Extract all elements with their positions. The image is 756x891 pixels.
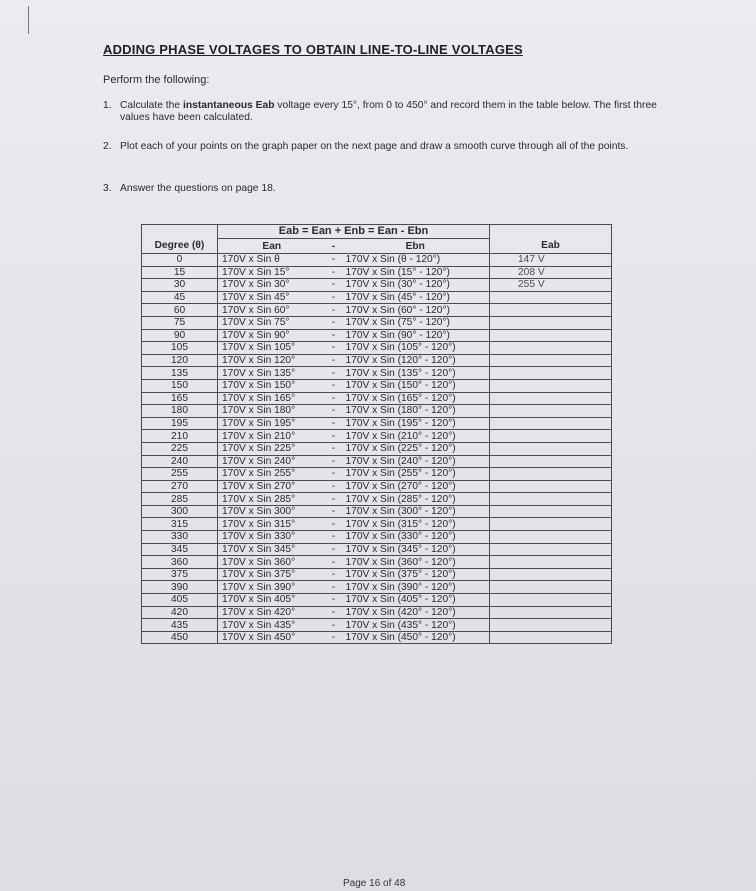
- table-row: [142, 631, 612, 644]
- degree-cell: 435: [142, 619, 218, 632]
- instruction-2: [103, 141, 663, 153]
- ebn-cell: 170V x Sin (225° - 120°): [342, 442, 490, 455]
- ean-cell: 170V x Sin θ: [218, 254, 326, 267]
- ean-cell: 170V x Sin 150°: [218, 379, 326, 392]
- degree-cell: 345: [142, 543, 218, 556]
- degree-cell: 30: [142, 279, 218, 292]
- separator-cell: -: [326, 455, 342, 468]
- table-row: [142, 316, 612, 329]
- ebn-cell: 170V x Sin (210° - 120°): [342, 430, 490, 443]
- ebn-cell: 170V x Sin (15° - 120°): [342, 266, 490, 279]
- degree-cell: 120: [142, 354, 218, 367]
- ebn-cell: 170V x Sin (435° - 120°): [342, 619, 490, 632]
- ean-cell: 170V x Sin 360°: [218, 556, 326, 569]
- ebn-cell: 170V x Sin (60° - 120°): [342, 304, 490, 317]
- table-row: [142, 329, 612, 342]
- separator-cell: -: [326, 417, 342, 430]
- ebn-cell: 170V x Sin (90° - 120°): [342, 329, 490, 342]
- degree-cell: 75: [142, 316, 218, 329]
- table-row: [142, 279, 612, 292]
- degree-cell: 165: [142, 392, 218, 405]
- table-row: [142, 392, 612, 405]
- separator-cell: -: [326, 329, 342, 342]
- separator-cell: -: [326, 543, 342, 556]
- eab-cell: [490, 480, 612, 493]
- eab-cell: [490, 505, 612, 518]
- table-row: [142, 417, 612, 430]
- ean-cell: 170V x Sin 390°: [218, 581, 326, 594]
- ean-cell: 170V x Sin 165°: [218, 392, 326, 405]
- ebn-cell: 170V x Sin (105° - 120°): [342, 342, 490, 355]
- instruction-body: Answer the questions on page 18.: [120, 183, 276, 194]
- eab-cell: [490, 619, 612, 632]
- degree-cell: 375: [142, 568, 218, 581]
- ean-cell: 170V x Sin 90°: [218, 329, 326, 342]
- ean-cell: 170V x Sin 315°: [218, 518, 326, 531]
- ean-cell: 170V x Sin 180°: [218, 405, 326, 418]
- table-row: [142, 556, 612, 569]
- ebn-cell: 170V x Sin (150° - 120°): [342, 379, 490, 392]
- separator-cell: -: [326, 619, 342, 632]
- separator-cell: -: [326, 266, 342, 279]
- ebn-cell: 170V x Sin (285° - 120°): [342, 493, 490, 506]
- ean-cell: 170V x Sin 210°: [218, 430, 326, 443]
- table-row: [142, 379, 612, 392]
- ean-cell: 170V x Sin 75°: [218, 316, 326, 329]
- separator-cell: -: [326, 405, 342, 418]
- degree-cell: 285: [142, 493, 218, 506]
- ean-cell: 170V x Sin 45°: [218, 291, 326, 304]
- eab-cell: [490, 342, 612, 355]
- degree-cell: 15: [142, 266, 218, 279]
- degree-cell: 405: [142, 594, 218, 607]
- column-header-eab: Eab: [490, 239, 612, 254]
- separator-cell: -: [326, 518, 342, 531]
- ean-cell: 170V x Sin 255°: [218, 468, 326, 481]
- column-header-ean: Ean: [218, 239, 326, 254]
- degree-cell: 300: [142, 505, 218, 518]
- ebn-cell: 170V x Sin (300° - 120°): [342, 505, 490, 518]
- degree-cell: 45: [142, 291, 218, 304]
- table-row: [142, 468, 612, 481]
- table-row: [142, 442, 612, 455]
- ebn-cell: 170V x Sin (165° - 120°): [342, 392, 490, 405]
- eab-cell: [490, 392, 612, 405]
- table-row: [142, 619, 612, 632]
- eab-cell: [490, 581, 612, 594]
- table-body: [142, 254, 612, 644]
- ean-cell: 170V x Sin 195°: [218, 417, 326, 430]
- eab-cell: [490, 543, 612, 556]
- degree-cell: 330: [142, 531, 218, 544]
- instruction-body: Calculate the instantaneous Eab voltage every 15°, from 0 to 450° and record them in the table below. The first three values have been calculated.: [120, 100, 657, 123]
- ean-cell: 170V x Sin 450°: [218, 631, 326, 644]
- table-row: [142, 354, 612, 367]
- degree-cell: 315: [142, 518, 218, 531]
- degree-cell: 255: [142, 468, 218, 481]
- table-row: [142, 543, 612, 556]
- separator-cell: -: [326, 367, 342, 380]
- ebn-cell: 170V x Sin (θ - 120°): [342, 254, 490, 267]
- ebn-cell: 170V x Sin (360° - 120°): [342, 556, 490, 569]
- degree-cell: 195: [142, 417, 218, 430]
- table-title: Eab = Ean + Enb = Ean - Ebn: [218, 225, 490, 239]
- degree-cell: 180: [142, 405, 218, 418]
- ebn-cell: 170V x Sin (255° - 120°): [342, 468, 490, 481]
- separator-cell: -: [326, 379, 342, 392]
- ebn-cell: 170V x Sin (120° - 120°): [342, 354, 490, 367]
- separator-cell: -: [326, 254, 342, 267]
- ean-cell: 170V x Sin 420°: [218, 606, 326, 619]
- table-row: [142, 493, 612, 506]
- separator-cell: -: [326, 556, 342, 569]
- eab-cell: 147 V: [490, 254, 612, 267]
- instruction-number: 2.: [103, 141, 112, 152]
- ean-cell: 170V x Sin 120°: [218, 354, 326, 367]
- table-row: [142, 430, 612, 443]
- ean-cell: 170V x Sin 285°: [218, 493, 326, 506]
- ean-cell: 170V x Sin 405°: [218, 594, 326, 607]
- table-row: [142, 455, 612, 468]
- eab-cell: [490, 518, 612, 531]
- separator-cell: -: [326, 594, 342, 607]
- ean-cell: 170V x Sin 240°: [218, 455, 326, 468]
- eab-cell: [490, 291, 612, 304]
- instruction-number: 1.: [103, 100, 112, 111]
- ean-cell: 170V x Sin 270°: [218, 480, 326, 493]
- eab-cell: [490, 304, 612, 317]
- ebn-cell: 170V x Sin (30° - 120°): [342, 279, 490, 292]
- degree-cell: 420: [142, 606, 218, 619]
- separator-cell: -: [326, 581, 342, 594]
- table-row: [142, 581, 612, 594]
- eab-cell: [490, 417, 612, 430]
- table-row: [142, 342, 612, 355]
- separator-cell: -: [326, 354, 342, 367]
- column-header-degree: Degree (θ): [142, 239, 218, 254]
- ebn-cell: 170V x Sin (75° - 120°): [342, 316, 490, 329]
- eab-cell: [490, 531, 612, 544]
- instruction-1: [103, 100, 663, 124]
- table-row: [142, 266, 612, 279]
- separator-cell: -: [326, 631, 342, 644]
- ebn-cell: 170V x Sin (450° - 120°): [342, 631, 490, 644]
- eab-cell: [490, 316, 612, 329]
- separator-cell: -: [326, 568, 342, 581]
- eab-cell: [490, 455, 612, 468]
- table-row: [142, 606, 612, 619]
- separator-cell: -: [326, 430, 342, 443]
- eab-cell: [490, 606, 612, 619]
- ean-cell: 170V x Sin 330°: [218, 531, 326, 544]
- ean-cell: 170V x Sin 105°: [218, 342, 326, 355]
- separator-cell: -: [326, 531, 342, 544]
- ean-cell: 170V x Sin 435°: [218, 619, 326, 632]
- table-row: [142, 505, 612, 518]
- separator-cell: -: [326, 468, 342, 481]
- degree-cell: 360: [142, 556, 218, 569]
- page-heading: ADDING PHASE VOLTAGES TO OBTAIN LINE-TO-LINE VOLTAGES: [103, 42, 523, 57]
- table-row: [142, 304, 612, 317]
- table-row: [142, 367, 612, 380]
- ebn-cell: 170V x Sin (195° - 120°): [342, 417, 490, 430]
- separator-cell: -: [326, 493, 342, 506]
- ebn-cell: 170V x Sin (390° - 120°): [342, 581, 490, 594]
- table-row: [142, 594, 612, 607]
- degree-cell: 60: [142, 304, 218, 317]
- degree-cell: 150: [142, 379, 218, 392]
- instruction-number: 3.: [103, 183, 112, 194]
- ean-cell: 170V x Sin 15°: [218, 266, 326, 279]
- ean-cell: 170V x Sin 300°: [218, 505, 326, 518]
- page-footer: Page 16 of 48: [343, 878, 406, 889]
- table-row: [142, 568, 612, 581]
- degree-cell: 105: [142, 342, 218, 355]
- instruction-bold-term: instantaneous Eab: [182, 100, 275, 111]
- ebn-cell: 170V x Sin (180° - 120°): [342, 405, 490, 418]
- ebn-cell: 170V x Sin (45° - 120°): [342, 291, 490, 304]
- voltage-table: [141, 224, 612, 644]
- eab-cell: [490, 493, 612, 506]
- ebn-cell: 170V x Sin (270° - 120°): [342, 480, 490, 493]
- degree-cell: 450: [142, 631, 218, 644]
- separator-cell: -: [326, 291, 342, 304]
- table-row: [142, 518, 612, 531]
- degree-cell: 135: [142, 367, 218, 380]
- table-row: [142, 405, 612, 418]
- separator-cell: -: [326, 304, 342, 317]
- table-row: [142, 254, 612, 267]
- eab-cell: [490, 468, 612, 481]
- column-header-ebn: Ebn: [342, 239, 490, 254]
- degree-cell: 0: [142, 254, 218, 267]
- ebn-cell: 170V x Sin (330° - 120°): [342, 531, 490, 544]
- separator-cell: -: [326, 342, 342, 355]
- separator-cell: -: [326, 606, 342, 619]
- instruction-body: Plot each of your points on the graph paper on the next page and draw a smooth curve through all of the points.: [120, 141, 629, 152]
- eab-cell: [490, 430, 612, 443]
- degree-cell: 210: [142, 430, 218, 443]
- intro-text: Perform the following:: [103, 74, 210, 86]
- eab-cell: [490, 442, 612, 455]
- separator-cell: -: [326, 392, 342, 405]
- eab-cell: 208 V: [490, 266, 612, 279]
- separator-cell: -: [326, 442, 342, 455]
- ean-cell: 170V x Sin 30°: [218, 279, 326, 292]
- ean-cell: 170V x Sin 60°: [218, 304, 326, 317]
- table-row: [142, 480, 612, 493]
- margin-mark: [28, 6, 29, 34]
- degree-cell: 390: [142, 581, 218, 594]
- eab-cell: [490, 354, 612, 367]
- ebn-cell: 170V x Sin (375° - 120°): [342, 568, 490, 581]
- eab-cell: [490, 594, 612, 607]
- ean-cell: 170V x Sin 345°: [218, 543, 326, 556]
- degree-cell: 270: [142, 480, 218, 493]
- eab-cell: [490, 405, 612, 418]
- eab-cell: [490, 568, 612, 581]
- eab-cell: 255 V: [490, 279, 612, 292]
- ebn-cell: 170V x Sin (420° - 120°): [342, 606, 490, 619]
- ean-cell: 170V x Sin 135°: [218, 367, 326, 380]
- column-header-sep: -: [326, 239, 342, 254]
- table-row: [142, 531, 612, 544]
- ebn-cell: 170V x Sin (345° - 120°): [342, 543, 490, 556]
- instruction-3: [103, 183, 663, 195]
- eab-cell: [490, 379, 612, 392]
- ebn-cell: 170V x Sin (405° - 120°): [342, 594, 490, 607]
- ebn-cell: 170V x Sin (315° - 120°): [342, 518, 490, 531]
- eab-cell: [490, 631, 612, 644]
- separator-cell: -: [326, 505, 342, 518]
- eab-cell: [490, 556, 612, 569]
- eab-cell: [490, 329, 612, 342]
- separator-cell: -: [326, 480, 342, 493]
- separator-cell: -: [326, 279, 342, 292]
- degree-cell: 240: [142, 455, 218, 468]
- ean-cell: 170V x Sin 375°: [218, 568, 326, 581]
- degree-cell: 225: [142, 442, 218, 455]
- separator-cell: -: [326, 316, 342, 329]
- degree-cell: 90: [142, 329, 218, 342]
- ebn-cell: 170V x Sin (135° - 120°): [342, 367, 490, 380]
- eab-cell: [490, 367, 612, 380]
- ebn-cell: 170V x Sin (240° - 120°): [342, 455, 490, 468]
- table-row: [142, 291, 612, 304]
- ean-cell: 170V x Sin 225°: [218, 442, 326, 455]
